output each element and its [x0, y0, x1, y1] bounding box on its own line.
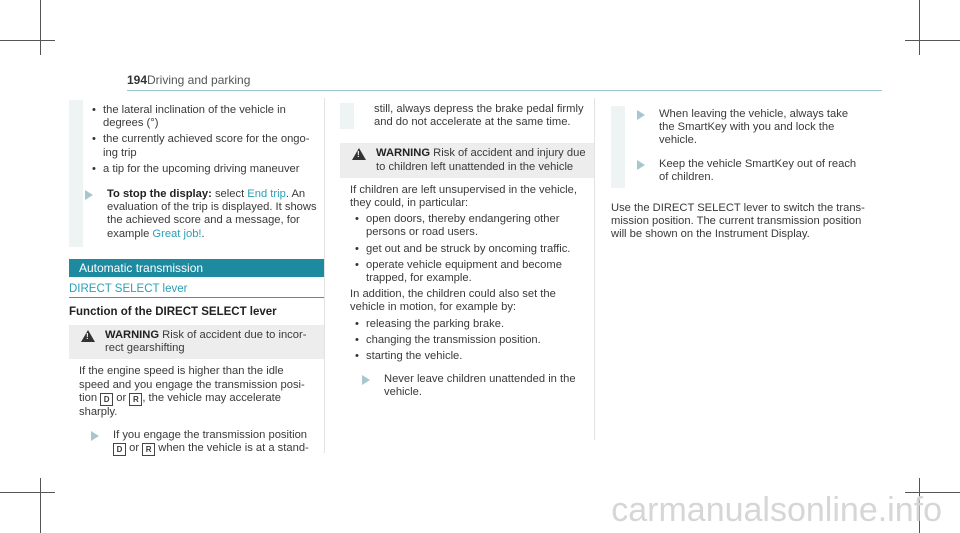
arrow-icon: [91, 431, 99, 441]
step-text: If you engage the transmission position: [113, 429, 308, 442]
bullet-list: [350, 213, 584, 285]
column-divider: [594, 98, 595, 440]
section-title: Automatic transmission: [69, 259, 324, 277]
end-trip-link[interactable]: End trip: [247, 188, 286, 201]
warning-body: [340, 178, 594, 406]
list-item: • changing the transmission position.: [350, 334, 584, 347]
page-title: Driving and parking: [147, 73, 251, 87]
warning-continuation: [611, 106, 865, 188]
sub-divider: [69, 297, 324, 298]
warning-body: [69, 359, 324, 462]
step-text: When leaving the vehicle, always take the SmartKey with you and lock the vehicle.: [659, 108, 849, 147]
list-item: • open doors, thereby endangering other persons or road users.: [350, 213, 584, 239]
step-text: . An evaluation of the trip is displayed. It shows the achieved score and a message, for example: [107, 188, 317, 240]
warning-intro: If children are left unsupervised in the vehicle, they could, in particular:: [350, 183, 577, 210]
warning-box: [340, 143, 594, 405]
info-block: [69, 100, 324, 247]
warning-title: Risk of accident and injury due to children left unattended in the vehicle: [376, 147, 586, 173]
warning-header: [340, 143, 594, 177]
header-divider: [127, 90, 882, 91]
warning-label: WARNING: [105, 329, 160, 341]
list-item: • releasing the parking brake.: [350, 318, 584, 331]
gear-r-icon: R: [142, 443, 155, 456]
column-2: [340, 103, 594, 406]
crop-mark: [0, 492, 55, 493]
step-text: Never leave children unattended in the vehicle.: [384, 373, 576, 399]
instruction-step: [79, 429, 314, 456]
warning-box: [69, 325, 324, 462]
warning-text-part: , the vehicle may accelerate sharply.: [79, 391, 281, 418]
instruction-step: [625, 108, 859, 148]
warning-label: WARNING: [376, 147, 431, 160]
instruction-continuation: [340, 103, 594, 129]
crop-mark: [0, 40, 55, 41]
crop-mark: [919, 0, 920, 55]
page-number: 194: [127, 73, 148, 87]
body-paragraph: Use the DIRECT SELECT lever to switch the transmission position. The current transmission position will be shown on the Instrument Display.: [611, 202, 865, 241]
crop-mark: [40, 478, 41, 533]
gear-r-icon: R: [129, 393, 142, 406]
warning-text-part: If the engine speed is higher than the idle speed and you engage the transmission position: [79, 365, 305, 404]
step-text: select: [211, 188, 248, 201]
list-item: • the currently achieved score for the ongoing trip: [87, 133, 318, 159]
warning-text: [79, 365, 314, 419]
gear-d-icon: D: [113, 443, 126, 456]
warning-addition: In addition, the children could also set the vehicle in motion, for example by:: [350, 288, 556, 314]
instruction-step: [350, 373, 584, 399]
crop-mark: [905, 40, 960, 41]
great-job-link[interactable]: Great job!: [152, 227, 202, 240]
instruction-step: [73, 188, 318, 241]
watermark: carmanualsonline.info: [611, 491, 942, 529]
direct-select-link[interactable]: DIRECT SELECT lever: [69, 283, 188, 295]
warning-header: [69, 325, 324, 359]
warning-icon: [352, 148, 366, 160]
bullet-list: [350, 318, 584, 364]
column-divider: [324, 98, 325, 453]
step-text: .: [201, 227, 205, 240]
step-text: or: [126, 442, 143, 455]
arrow-icon: [637, 160, 645, 170]
arrow-icon: [362, 375, 370, 385]
step-label: To stop the display:: [107, 188, 212, 201]
crop-mark: [40, 0, 41, 55]
step-text: when the vehicle is at a stand-: [155, 442, 309, 455]
list-item: • starting the vehicle.: [350, 350, 584, 363]
step-text: still, always depress the brake pedal firmly and do not accelerate at the same time.: [374, 103, 584, 129]
arrow-icon: [85, 190, 93, 200]
subsection-heading: Function of the DIRECT SELECT lever: [69, 306, 277, 318]
arrow-icon: [637, 110, 645, 120]
list-item: • operate vehicle equipment and become trapped, for example.: [350, 259, 584, 285]
step-text: Keep the vehicle SmartKey out of reach of children.: [659, 157, 857, 183]
instruction-step: [625, 158, 859, 184]
bullet-list: [87, 104, 318, 176]
gear-d-icon: D: [100, 393, 113, 406]
warning-icon: [81, 330, 95, 342]
column-3: [611, 106, 865, 242]
warning-text-part: or: [113, 391, 130, 404]
list-item: • a tip for the upcoming driving maneuver: [87, 163, 318, 176]
warning-title: Risk of accident due to incorrect gearshifting: [105, 329, 307, 355]
list-item: • the lateral inclination of the vehicle in degrees (°): [87, 104, 318, 130]
list-item: • get out and be struck by oncoming traffic.: [350, 243, 584, 256]
